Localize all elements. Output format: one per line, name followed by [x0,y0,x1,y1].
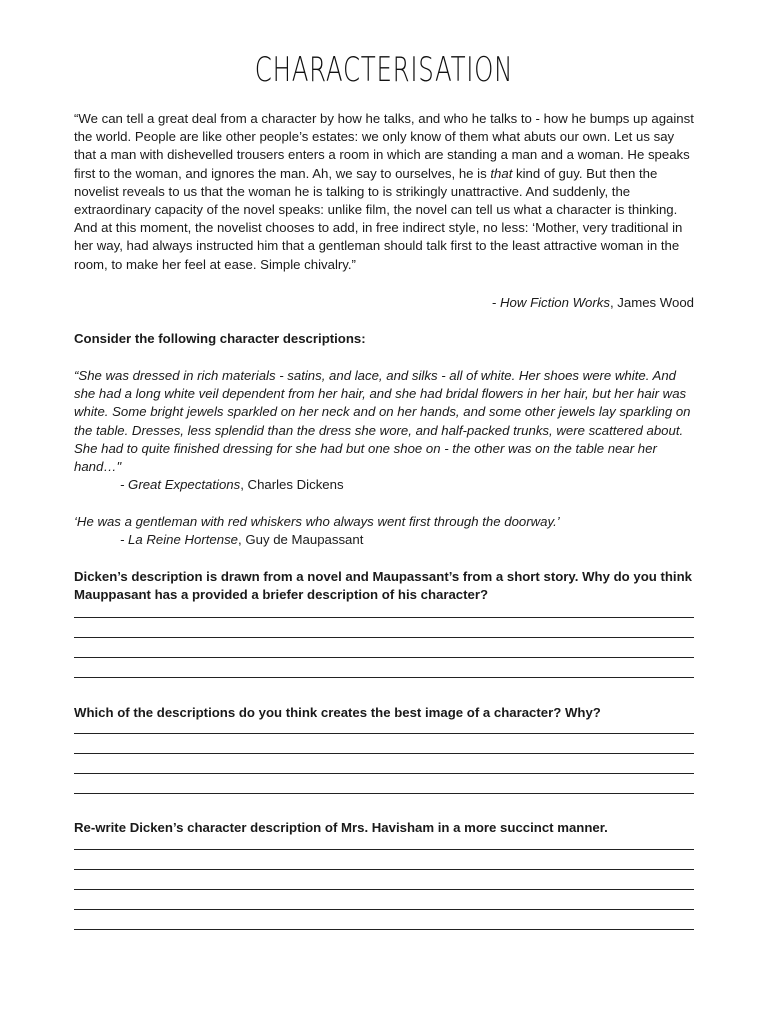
maupassant-attribution [74,531,740,549]
question-1: Dicken’s description is drawn from a novel and Maupassant’s from a short story. Why do you think Mauppasant has a provided a briefer description of his character? [74,569,692,603]
attribution-dash: - [491,295,501,310]
answer-line[interactable] [74,910,694,930]
answer-lines-q2[interactable] [74,714,694,794]
maupassant-story-title: - La Reine Hortense [120,532,239,547]
james-wood-quote [74,110,694,274]
answer-lines-q3[interactable] [74,830,694,930]
page-title: CHARACTERISATION [254,50,514,90]
dickens-attribution [74,476,740,494]
quote-text-part1: “We can tell a great deal from a character by how he talks, and who he talks to - how he bumps up against the world. People are like other people’s estates: we only know of them what abuts our own. Let us say that a man with dishevelled trousers enters a room in which are standing a man and a woman. He speaks first to the woman, and ignores the man. Ah, we say to ourselves, he is [74,111,694,181]
quote-attribution [74,294,726,312]
dickens-quote-text: “She was dressed in rich materials - satins, and lace, and silks - all of white. Her shoes were white. And she had a long white veil dependent from her hair, and she had bridal flowers in her hair, but her hair was white. Some bright jewels sparkled on her neck and on her hands, and some other jewels lay sparkling on the table. Dresses, less splendid than the dress she wore, and half-packed trunks, were scattered about. She had to quite finished dressing for she had but one shoe on - the other was on the table near her hand…" [74,368,691,475]
quote-text-part2: kind of guy. But then the novelist reveals to us that the woman he is talking to is strikingly unattractive. And suddenly, the extraordinary capacity of the novel speaks: unlike film, the novel can tell us what a character is thinking. And at this moment, the novelist chooses to add, in free indirect style, no less: ‘Mother, very traditional in her way, had always instructed him that a gentleman should talk first to the least attractive woman in the room, to make her feel at ease. Simple chivalry.” [74,165,683,272]
question-3: Re-write Dicken’s character description of Mrs. Havisham in a more succinct manner. [74,820,608,835]
answer-line[interactable] [74,618,694,638]
dickens-book-title: - Great Expectations [120,477,241,492]
maupassant-author: , Guy de Maupassant [238,532,364,547]
maupassant-description [74,513,694,531]
maupassant-quote-text: ‘He was a gentleman with red whiskers who always went first through the doorway.’ [74,514,560,529]
answer-lines-q1[interactable] [74,598,694,678]
question-2: Which of the descriptions do you think creates the best image of a character? Why? [74,705,601,720]
answer-line[interactable] [74,870,694,890]
answer-line[interactable] [74,658,694,678]
dickens-author: , Charles Dickens [240,477,344,492]
answer-line[interactable] [74,890,694,910]
answer-line[interactable] [74,774,694,794]
attribution-author: , James Wood [609,295,694,310]
attribution-book-title: How Fiction Works [500,295,610,310]
answer-line[interactable] [74,638,694,658]
consider-heading: Consider the following character descriptions: [74,331,366,346]
answer-line[interactable] [74,734,694,754]
quote-emphasis: that [490,165,513,181]
answer-line[interactable] [74,714,694,734]
answer-line[interactable] [74,850,694,870]
answer-line[interactable] [74,830,694,850]
answer-line[interactable] [74,754,694,774]
dickens-description [74,367,694,476]
answer-line[interactable] [74,598,694,618]
